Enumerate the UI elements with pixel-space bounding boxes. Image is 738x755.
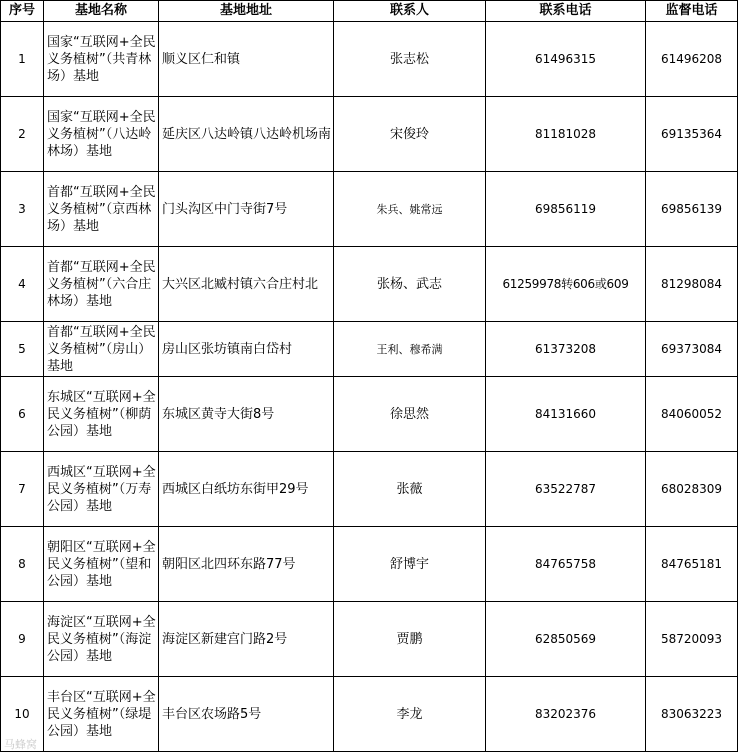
header-idx: 序号 bbox=[1, 1, 44, 22]
row-address: 延庆区八达岭镇八达岭机场南 bbox=[159, 97, 334, 172]
row-name: 首都“互联网+全民义务植树”（房山）基地 bbox=[44, 322, 159, 377]
row-supervision: 84765181 bbox=[646, 527, 738, 602]
row-supervision: 68028309 bbox=[646, 452, 738, 527]
row-idx: 8 bbox=[1, 527, 44, 602]
header-supervision: 监督电话 bbox=[646, 1, 738, 22]
row-phone: 81181028 bbox=[486, 97, 646, 172]
table-row bbox=[1, 527, 738, 602]
header-row bbox=[1, 1, 738, 22]
row-phone: 61496315 bbox=[486, 22, 646, 97]
row-name: 西城区“互联网+全民义务植树”（万寿公园）基地 bbox=[44, 452, 159, 527]
table-row bbox=[1, 452, 738, 527]
row-address: 顺义区仁和镇 bbox=[159, 22, 334, 97]
row-contact: 张杨、武志 bbox=[334, 247, 486, 322]
row-contact: 徐思然 bbox=[334, 377, 486, 452]
header-contact: 联系人 bbox=[334, 1, 486, 22]
row-supervision: 83063223 bbox=[646, 677, 738, 752]
row-name: 国家“互联网+全民义务植树”（八达岭林场）基地 bbox=[44, 97, 159, 172]
row-address: 东城区黄寺大街8号 bbox=[159, 377, 334, 452]
row-idx: 4 bbox=[1, 247, 44, 322]
row-idx: 3 bbox=[1, 172, 44, 247]
row-contact: 李龙 bbox=[334, 677, 486, 752]
table-row bbox=[1, 322, 738, 377]
row-idx: 1 bbox=[1, 22, 44, 97]
row-phone: 84131660 bbox=[486, 377, 646, 452]
row-supervision: 81298084 bbox=[646, 247, 738, 322]
row-idx: 7 bbox=[1, 452, 44, 527]
row-idx: 6 bbox=[1, 377, 44, 452]
row-supervision: 84060052 bbox=[646, 377, 738, 452]
row-supervision: 69135364 bbox=[646, 97, 738, 172]
row-contact: 宋俊玲 bbox=[334, 97, 486, 172]
watermark: 马蜂窝 bbox=[4, 738, 37, 751]
table-row bbox=[1, 377, 738, 452]
table-row bbox=[1, 677, 738, 752]
row-phone: 62850569 bbox=[486, 602, 646, 677]
row-name: 朝阳区“互联网+全民义务植树”（望和公园）基地 bbox=[44, 527, 159, 602]
row-contact: 贾鹏 bbox=[334, 602, 486, 677]
row-address: 大兴区北臧村镇六合庄村北 bbox=[159, 247, 334, 322]
row-supervision: 69373084 bbox=[646, 322, 738, 377]
row-name: 丰台区“互联网+全民义务植树”（绿堤公园）基地 bbox=[44, 677, 159, 752]
row-phone: 61373208 bbox=[486, 322, 646, 377]
row-address: 朝阳区北四环东路77号 bbox=[159, 527, 334, 602]
row-supervision: 61496208 bbox=[646, 22, 738, 97]
table-row bbox=[1, 247, 738, 322]
row-idx: 5 bbox=[1, 322, 44, 377]
row-contact: 王利、穆希满 bbox=[334, 322, 486, 377]
row-name: 首都“互联网+全民义务植树”（六合庄林场）基地 bbox=[44, 247, 159, 322]
row-address: 门头沟区中门寺街7号 bbox=[159, 172, 334, 247]
row-supervision: 69856139 bbox=[646, 172, 738, 247]
row-phone: 84765758 bbox=[486, 527, 646, 602]
row-phone: 63522787 bbox=[486, 452, 646, 527]
row-contact: 舒博宇 bbox=[334, 527, 486, 602]
row-name: 海淀区“互联网+全民义务植树”（海淀公园）基地 bbox=[44, 602, 159, 677]
header-phone: 联系电话 bbox=[486, 1, 646, 22]
table-row bbox=[1, 602, 738, 677]
row-supervision: 58720093 bbox=[646, 602, 738, 677]
row-idx: 2 bbox=[1, 97, 44, 172]
header-address: 基地地址 bbox=[159, 1, 334, 22]
row-name: 东城区“互联网+全民义务植树”（柳荫公园）基地 bbox=[44, 377, 159, 452]
row-name: 国家“互联网+全民义务植树”（共青林场）基地 bbox=[44, 22, 159, 97]
row-address: 西城区白纸坊东街甲29号 bbox=[159, 452, 334, 527]
row-contact: 张志松 bbox=[334, 22, 486, 97]
row-address: 房山区张坊镇南白岱村 bbox=[159, 322, 334, 377]
table-row bbox=[1, 97, 738, 172]
row-name: 首都“互联网+全民义务植树”（京西林场）基地 bbox=[44, 172, 159, 247]
row-contact: 朱兵、姚常远 bbox=[334, 172, 486, 247]
row-idx: 10 bbox=[1, 677, 44, 752]
row-phone: 83202376 bbox=[486, 677, 646, 752]
row-phone: 61259978转606或609 bbox=[486, 247, 646, 322]
row-address: 丰台区农场路5号 bbox=[159, 677, 334, 752]
row-idx: 9 bbox=[1, 602, 44, 677]
table-row bbox=[1, 22, 738, 97]
header-name: 基地名称 bbox=[44, 1, 159, 22]
row-contact: 张薇 bbox=[334, 452, 486, 527]
row-address: 海淀区新建宫门路2号 bbox=[159, 602, 334, 677]
row-phone: 69856119 bbox=[486, 172, 646, 247]
table-row bbox=[1, 172, 738, 247]
